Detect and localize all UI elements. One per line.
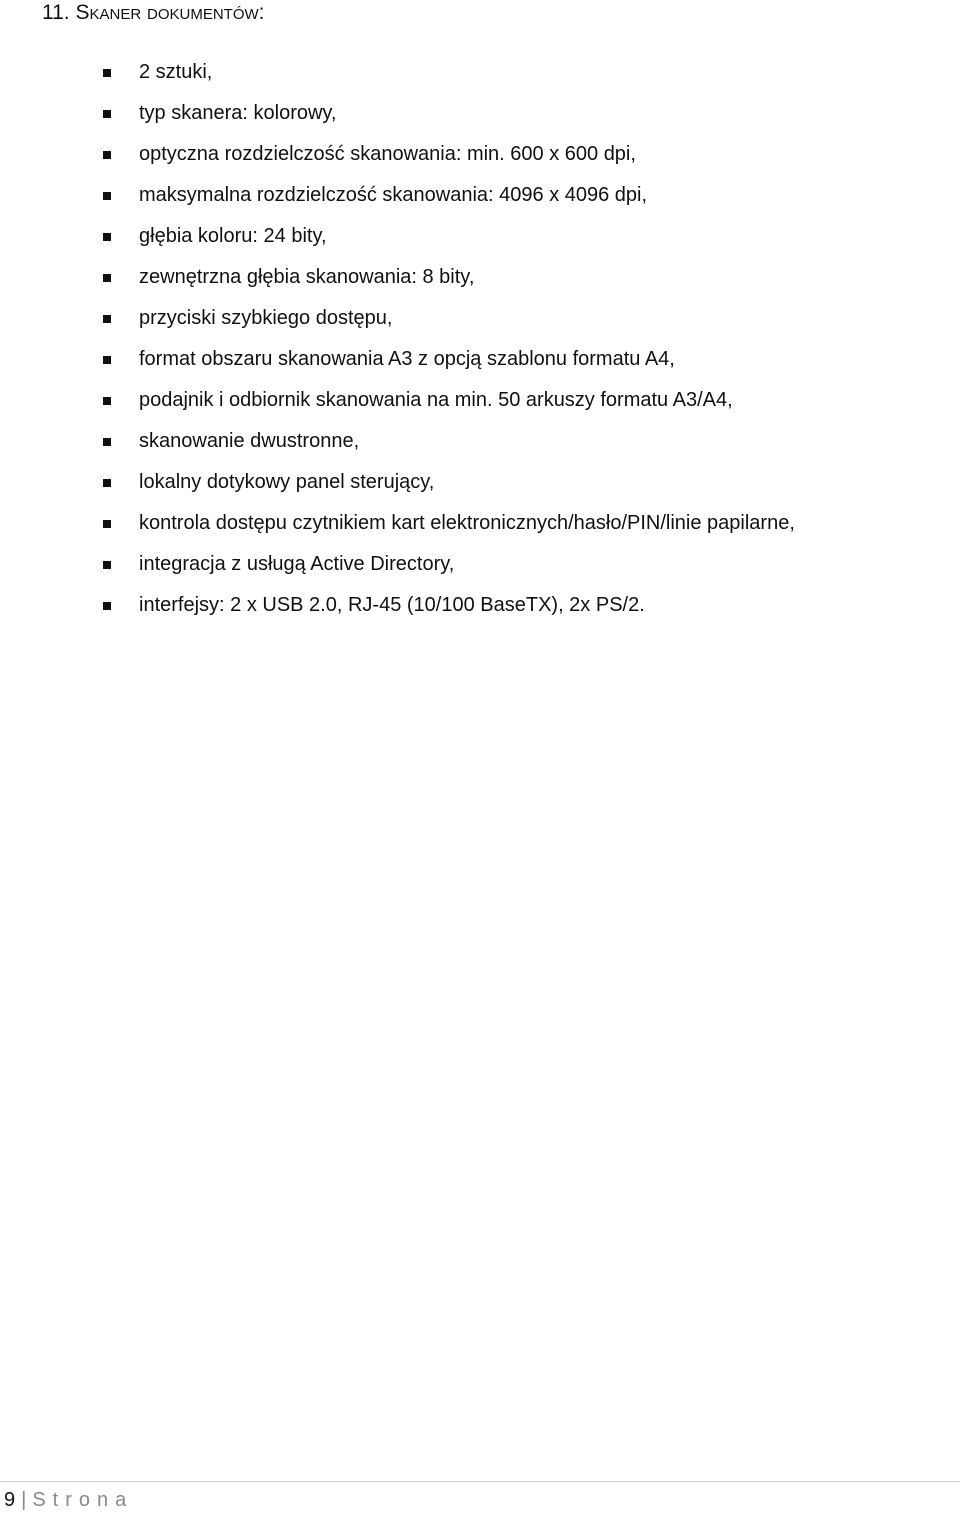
list-item [103,339,795,380]
square-bullet-icon [103,315,111,323]
section-heading [42,0,265,26]
list-item-text: przyciski szybkiego dostępu, [139,307,393,329]
list-item [103,380,795,421]
square-bullet-icon [103,110,111,118]
list-item [103,93,795,134]
square-bullet-icon [103,438,111,446]
list-item [103,421,795,462]
list-item-text: lokalny dotykowy panel sterujący, [139,471,435,493]
list-item-text: 2 sztuki, [139,61,213,83]
footer-divider [0,1481,960,1482]
footer-page-label: Strona [32,1489,134,1511]
list-item-text: optyczna rozdzielczość skanowania: min. 600 x 600 dpi, [139,143,636,165]
list-item-text: typ skanera: kolorowy, [139,102,337,124]
section-title-rest: kaner dokumentów [89,1,259,24]
spec-list [103,52,795,626]
list-item-text: integracja z usługą Active Directory, [139,553,455,575]
list-item [103,216,795,257]
list-item [103,585,795,626]
square-bullet-icon [103,479,111,487]
list-item-text: skanowanie dwustronne, [139,430,360,452]
square-bullet-icon [103,69,111,77]
section-title-initial: S [75,1,90,24]
list-item-text: format obszaru skanowania A3 z opcją szablonu formatu A4, [139,348,675,370]
square-bullet-icon [103,233,111,241]
list-item [103,462,795,503]
list-item [103,175,795,216]
list-item [103,257,795,298]
square-bullet-icon [103,602,111,610]
list-item [103,52,795,93]
list-item [103,544,795,585]
square-bullet-icon [103,397,111,405]
square-bullet-icon [103,520,111,528]
list-item-text: zewnętrzna głębia skanowania: 8 bity, [139,266,475,288]
list-item [103,503,795,544]
footer-separator: | [21,1489,27,1511]
square-bullet-icon [103,561,111,569]
list-item-text: głębia koloru: 24 bity, [139,225,327,247]
section-number: 11. [42,1,70,24]
list-item-text: kontrola dostępu czytnikiem kart elektronicznych/hasło/PIN/linie papilarne, [139,512,795,534]
section-title-colon: : [258,1,265,24]
square-bullet-icon [103,151,111,159]
list-item-text: maksymalna rozdzielczość skanowania: 4096 x 4096 dpi, [139,184,648,206]
list-item-text: interfejsy: 2 x USB 2.0, RJ-45 (10/100 BaseTX), 2x PS/2. [139,594,645,616]
square-bullet-icon [103,192,111,200]
list-item [103,298,795,339]
page-footer [4,1488,133,1512]
list-item [103,134,795,175]
list-item-text: podajnik i odbiornik skanowania na min. 50 arkuszy formatu A3/A4, [139,389,733,411]
square-bullet-icon [103,356,111,364]
page-number: 9 [4,1489,16,1511]
square-bullet-icon [103,274,111,282]
